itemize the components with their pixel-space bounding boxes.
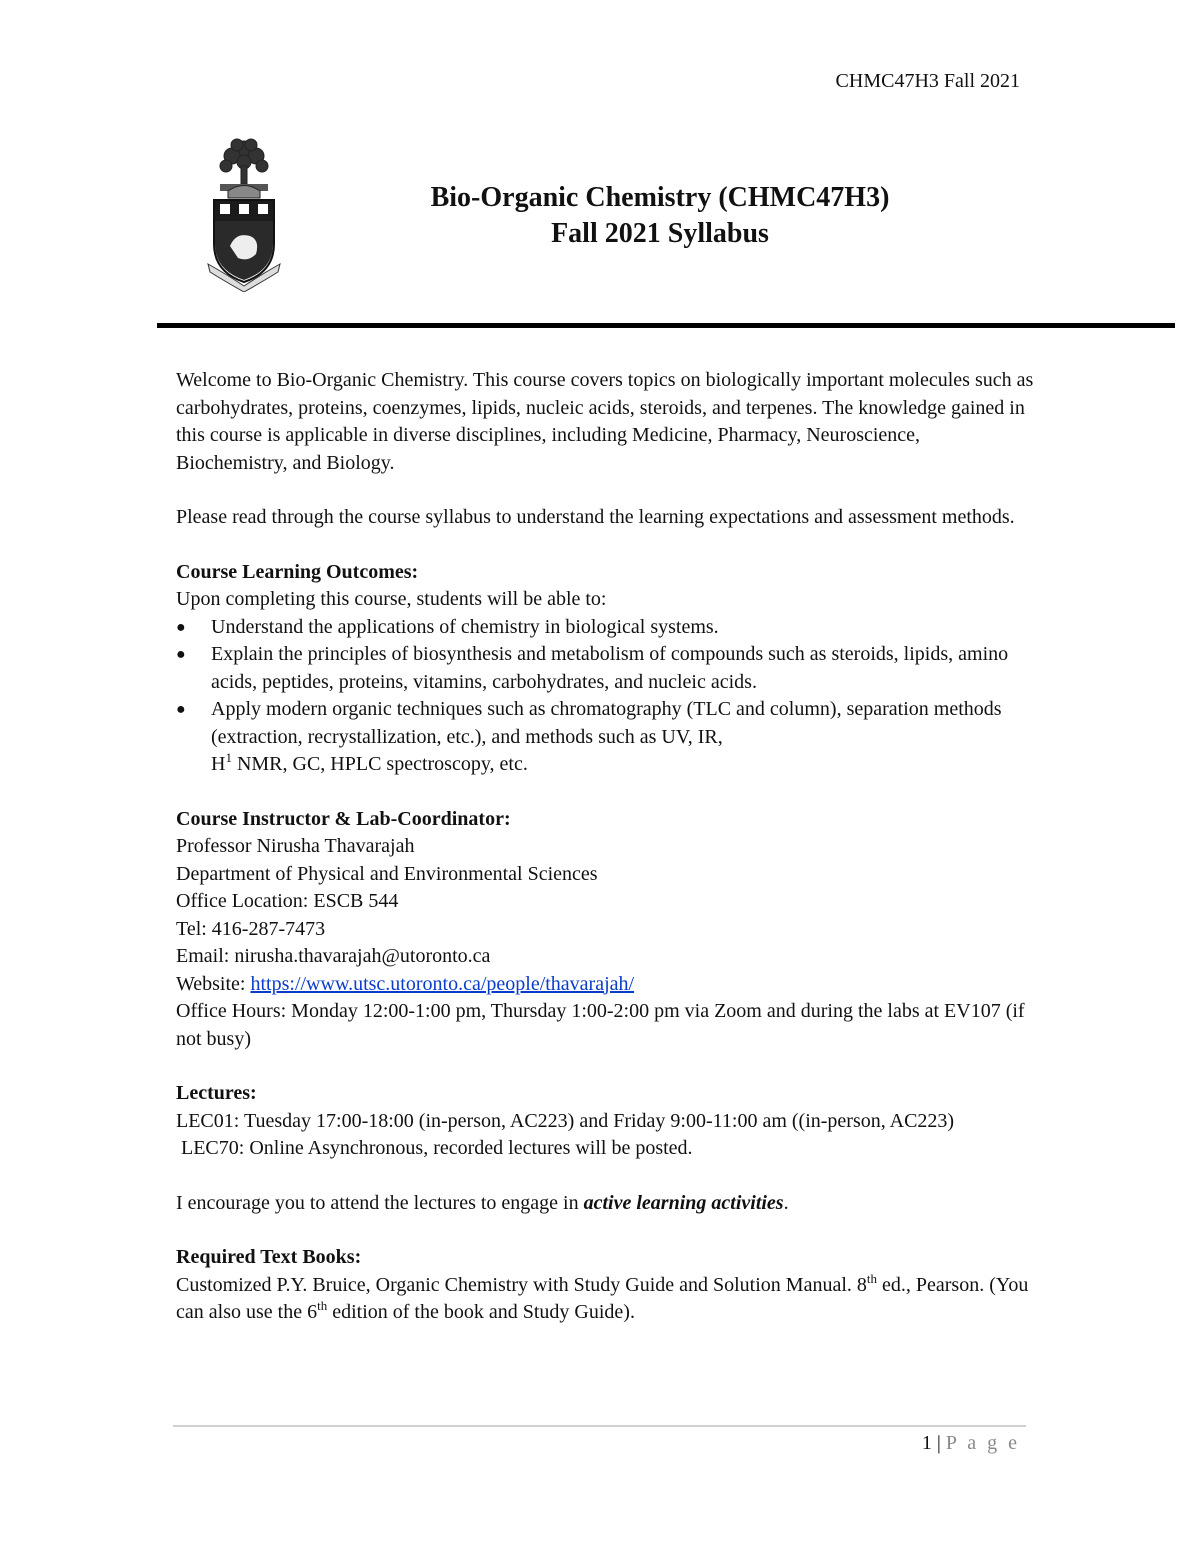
lectures-section: [176, 1080, 1036, 1163]
outcome-item: ● Apply modern organic techniques such as chromatography (TLC and column), separation methods (extraction, recrystallization, etc.), and methods such as UV, IR, $H^1$ NMR, GC, HPLC spectroscopy, etc.: [176, 698, 1002, 775]
university-crest-logo: [206, 136, 282, 292]
syllabus-body: [176, 367, 1036, 1327]
textbooks-section: [176, 1244, 1036, 1327]
textbook-details: Customized P.Y. Bruice, Organic Chemistry with Study Guide and Solution Manual. 8th ed., Pearson. (You can also use the 6th edition of the book and Study Guide).: [176, 1270, 1029, 1323]
office-hours: Office Hours: Monday 12:00-1:00 pm, Thursday 1:00-2:00 pm via Zoom and during the labs at EV107 (if not busy): [176, 1000, 1025, 1050]
website-link[interactable]: https://www.utsc.utoronto.ca/people/thavarajah/: [250, 972, 635, 995]
instructor-office: Office Location: ESCB 544: [176, 890, 399, 912]
page-number: 1: [921, 1432, 932, 1454]
read-through-paragraph: Please read through the course syllabus to understand the learning expectations and assessment methods.: [176, 506, 1015, 528]
outcomes-section: [176, 559, 1036, 779]
footer-divider: [173, 1425, 1026, 1427]
document-title: [300, 180, 1020, 252]
outcomes-heading: Course Learning Outcomes:: [176, 560, 419, 583]
textbooks-heading: Required Text Books:: [176, 1246, 362, 1268]
title-line-1: Bio-Organic Chemistry (CHMC47H3): [430, 182, 890, 213]
bullet-icon: ●: [176, 618, 186, 636]
lec70-info: LEC70: Online Asynchronous, recorded lectures will be posted.: [181, 1137, 693, 1159]
instructor-section: [176, 806, 1036, 1054]
title-line-2: Fall 2021 Syllabus: [551, 218, 769, 249]
page-header: CHMC47H3 Fall 2021: [835, 70, 1020, 92]
instructor-tel: Tel: 416-287-7473: [176, 917, 326, 940]
instructor-heading: Course Instructor & Lab-Coordinator:: [176, 807, 511, 830]
instructor-department: Department of Physical and Environmental Sciences: [176, 862, 598, 885]
bullet-icon: ●: [176, 646, 186, 663]
instructor-website: Website: https://www.utsc.utoronto.ca/people/thavarajah/: [176, 972, 635, 995]
page-footer: 1 | P a g e: [921, 1432, 1020, 1454]
outcome-item: ● Understand the applications of chemistry in biological systems.: [176, 614, 1036, 642]
instructor-name: Professor Nirusha Thavarajah: [176, 835, 415, 857]
outcomes-lead: Upon completing this course, students will be able to:: [176, 588, 607, 610]
active-learning-emphasis: active learning activities: [583, 1191, 784, 1214]
title-divider: [157, 323, 1175, 328]
lectures-heading: Lectures:: [176, 1082, 257, 1104]
bullet-icon: ●: [176, 701, 186, 718]
instructor-email: Email: nirusha.thavarajah@utoronto.ca: [176, 945, 491, 967]
outcome-item: ● Explain the principles of biosynthesis and metabolism of compounds such as steroids, lipids, amino acids, peptides, proteins, vitamins, carbohydrates, and nucleic acids.: [176, 643, 1009, 693]
encourage-paragraph: I encourage you to attend the lectures to engage in active learning activities.: [176, 1191, 789, 1214]
welcome-paragraph: Welcome to Bio-Organic Chemistry. This course covers topics on biologically important molecules such as carbohydrates, proteins, coenzymes, lipids, nucleic acids, steroids, and terpenes. The knowledge gained in this course is applicable in diverse disciplines, including Medicine, Pharmacy, Neuroscience, Biochemistry, and Biology.: [176, 369, 1034, 474]
outcomes-list: [176, 614, 1036, 779]
lec01-info: LEC01: Tuesday 17:00-18:00 (in-person, AC223) and Friday 9:00-11:00 am ((in-person, AC223): [176, 1109, 955, 1132]
page-label: P a g e: [945, 1432, 1020, 1454]
